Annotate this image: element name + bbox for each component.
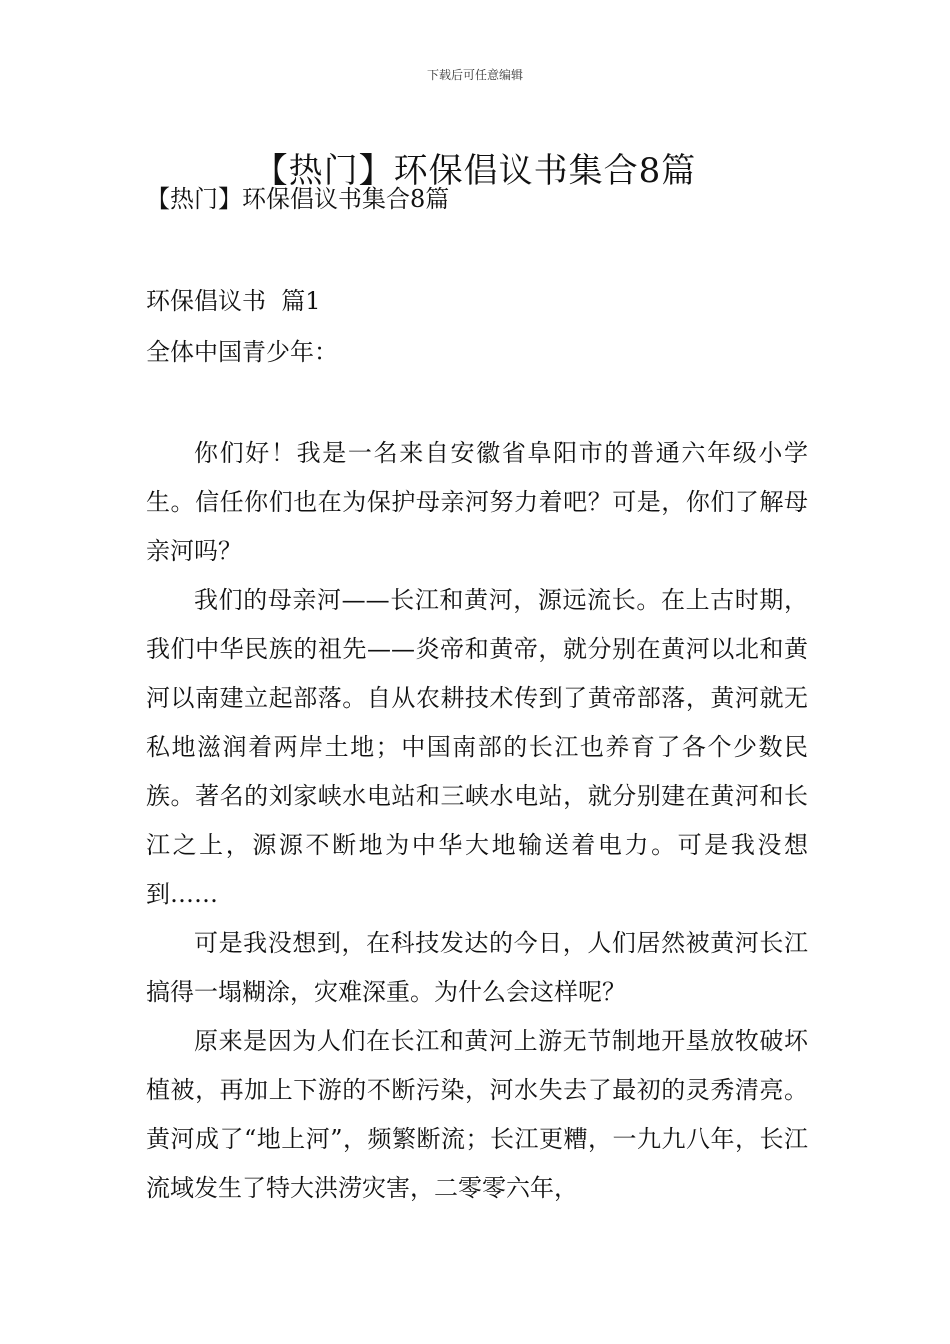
section-title: 环保倡议书 篇1 (146, 287, 321, 315)
paragraph: 可是我没想到，在科技发达的今日，人们居然被黄河长江搞得一塌糊涂，灾难深重。为什么会这样呢？ (146, 929, 808, 1006)
paragraph: 你们好！我是一名来自安徽省阜阳市的普通六年级小学生。信任你们也在为保护母亲河努力着吧？可是，你们了解母亲河吗？ (146, 439, 808, 565)
paragraph: 我们的母亲河——长江和黄河，源远流长。在上古时期，我们中华民族的祖先——炎帝和黄帝，就分别在黄河以北和黄河以南建立起部落。自从农耕技术传到了黄帝部落，黄河就无私地滋润着两岸土地；中国南部的长江也养育了各个少数民族。著名的刘家峡水电站和三峡水电站，就分别建在黄河和长江之上，源源不断地为中华大地输送着电力。可是我没想到…… (146, 586, 808, 908)
document-content (146, 182, 808, 1213)
document-subtitle: 【热门】环保倡议书集合8篇 (146, 185, 450, 213)
document-title: 【热门】环保倡议书集合8篇 (253, 150, 697, 191)
header-note: 下载后可任意编辑 (426, 68, 523, 82)
greeting-line: 全体中国青少年： (146, 338, 338, 366)
body-text (146, 429, 808, 1213)
paragraph: 原来是因为人们在长江和黄河上游无节制地开垦放牧破坏植被，再加上下游的不断污染，河水失去了最初的灵秀清亮。黄河成了“地上河”，频繁断流；长江更糟，一九九八年，长江流域发生了特大洪涝灾害，二零零六年， (146, 1027, 808, 1202)
